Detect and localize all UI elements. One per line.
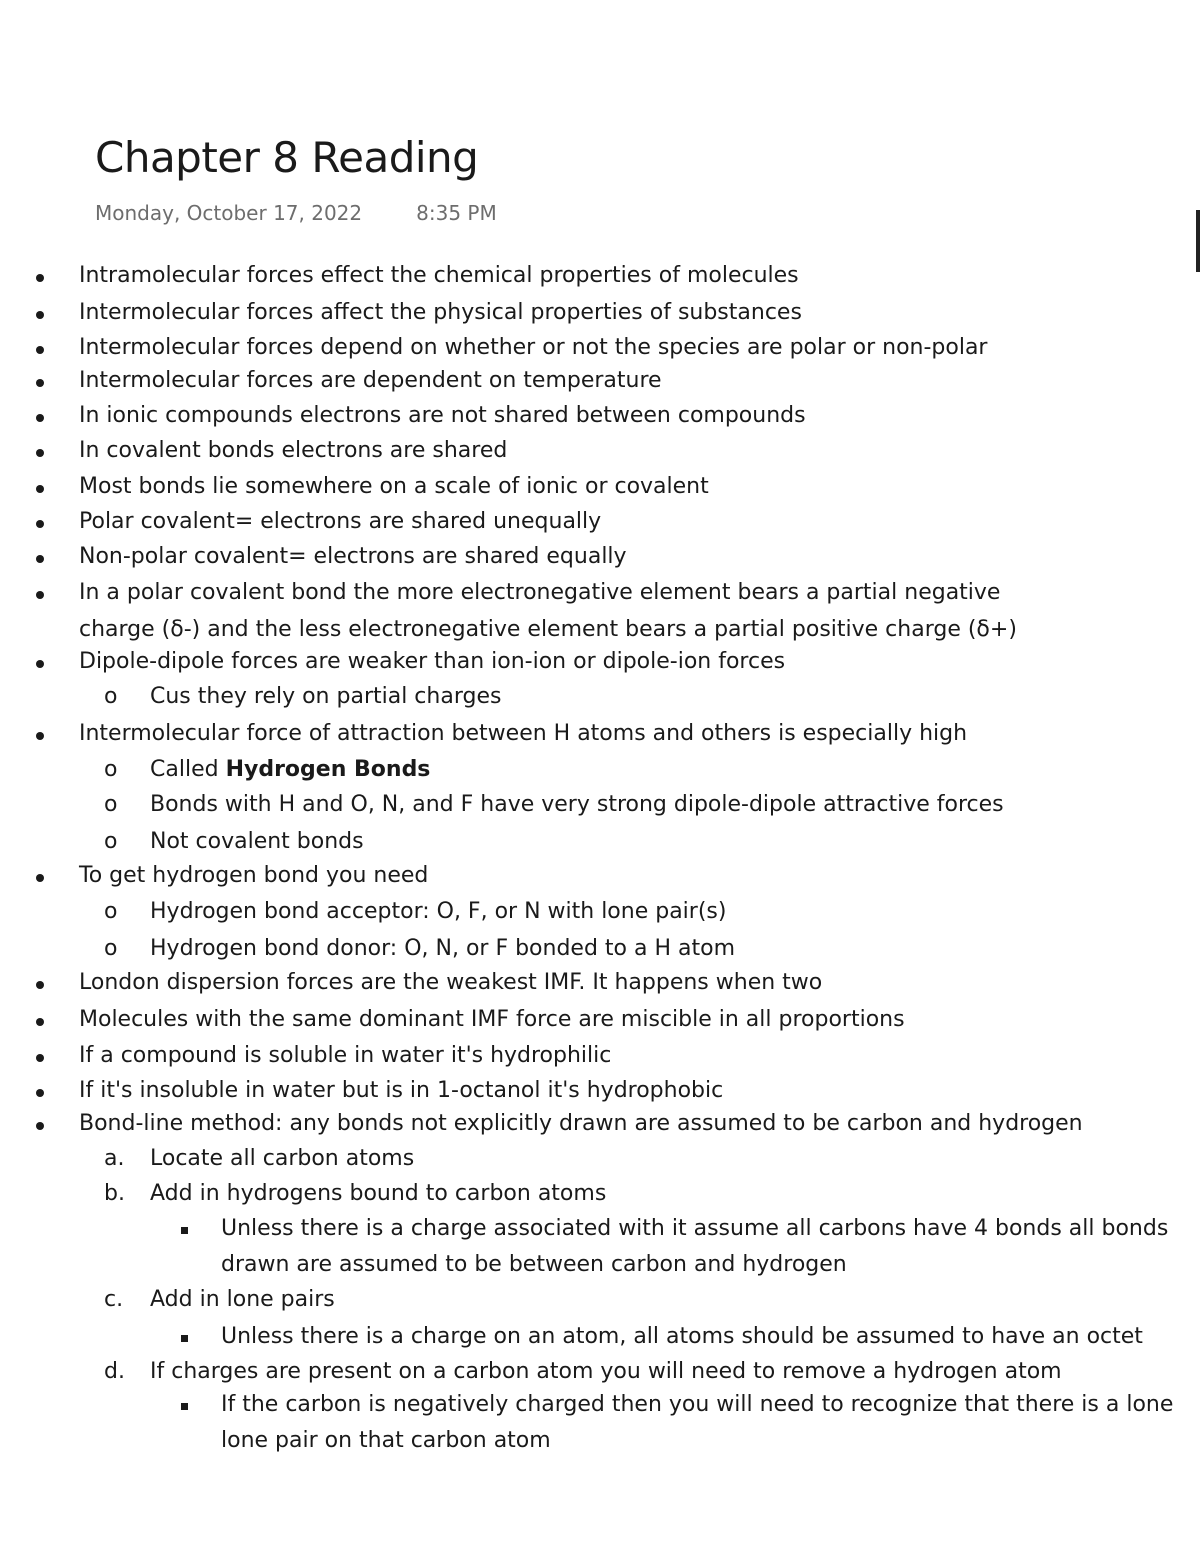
list-marker: a. (104, 1146, 125, 1171)
note-line (79, 299, 802, 327)
bullet-dot-icon (36, 379, 44, 387)
note-line (150, 898, 726, 926)
note-text: Bonds with H and O, N, and F have very strong dipole-dipole attractive forces (150, 792, 1004, 817)
note-text: Non-polar covalent= electrons are shared equally (79, 544, 627, 569)
note-line (150, 1286, 335, 1314)
note-line (150, 1145, 414, 1173)
note-text: If it's insoluble in water but is in 1-octanol it's hydrophobic (79, 1078, 724, 1103)
note-line (79, 262, 799, 290)
note-text: Unless there is a charge on an atom, all atoms should be assumed to have an octet (221, 1324, 1143, 1349)
note-line (79, 616, 1017, 644)
bullet-dot-icon (36, 311, 44, 319)
note-line (79, 862, 428, 890)
note-text: lone pair on that carbon atom (221, 1428, 551, 1453)
note-text: Intermolecular forces depend on whether or not the species are polar or non-polar (79, 335, 988, 360)
note-line (150, 1180, 606, 1208)
bullet-square-icon (181, 1227, 188, 1234)
bullet-dot-icon (36, 1054, 44, 1062)
bullet-dot-icon (36, 1122, 44, 1130)
note-text: Called (150, 757, 226, 782)
list-marker: o (104, 757, 118, 782)
note-line (79, 334, 987, 362)
note-line (79, 1110, 1083, 1138)
note-text: Molecules with the same dominant IMF force are miscible in all proportions (79, 1007, 905, 1032)
note-text: In ionic compounds electrons are not shared between compounds (79, 403, 806, 428)
page-title: Chapter 8 Reading (95, 133, 479, 182)
note-text: Intermolecular forces affect the physical properties of substances (79, 300, 802, 325)
bullet-dot-icon (36, 660, 44, 668)
note-text: Hydrogen bond acceptor: O, F, or N with lone pair(s) (150, 899, 727, 924)
note-text: Add in hydrogens bound to carbon atoms (150, 1181, 607, 1206)
note-text: Unless there is a charge associated with it assume all carbons have 4 bonds all bonds (221, 1216, 1169, 1241)
note-line (221, 1391, 1173, 1419)
bullet-dot-icon (36, 981, 44, 989)
list-marker: o (104, 829, 118, 854)
note-text: Intramolecular forces effect the chemical properties of molecules (79, 263, 799, 288)
bullet-dot-icon (36, 874, 44, 882)
note-text: Locate all carbon atoms (150, 1146, 415, 1171)
note-text: Not covalent bonds (150, 829, 364, 854)
note-line (79, 969, 822, 997)
bullet-dot-icon (36, 346, 44, 354)
note-line (79, 1077, 723, 1105)
note-text: If a compound is soluble in water it's hydrophilic (79, 1043, 612, 1068)
note-text: In a polar covalent bond the more electronegative element bears a partial negative (79, 580, 1001, 605)
note-line (79, 1006, 905, 1034)
note-line (150, 1358, 1062, 1386)
note-text: Cus they rely on partial charges (150, 684, 502, 709)
bullet-dot-icon (36, 1018, 44, 1026)
bullet-dot-icon (36, 591, 44, 599)
bullet-dot-icon (36, 1089, 44, 1097)
note-text: Dipole-dipole forces are weaker than ion-ion or dipole-ion forces (79, 649, 786, 674)
bullet-dot-icon (36, 555, 44, 563)
note-text: charge (δ-) and the less electronegative element bears a partial positive charge (δ+) (79, 617, 1017, 642)
note-text: Hydrogen bond donor: O, N, or F bonded to a H atom (150, 936, 736, 961)
bullet-dot-icon (36, 485, 44, 493)
note-text: If charges are present on a carbon atom you will need to remove a hydrogen atom (150, 1359, 1062, 1384)
note-line (150, 756, 430, 784)
note-line (79, 508, 601, 536)
page-time: 8:35 PM (416, 201, 497, 225)
bullet-square-icon (181, 1335, 188, 1342)
bullet-dot-icon (36, 449, 44, 457)
note-line (79, 473, 709, 501)
note-line (221, 1427, 551, 1455)
note-text: Intermolecular forces are dependent on temperature (79, 368, 662, 393)
note-line (221, 1251, 847, 1279)
note-text: Bond-line method: any bonds not explicitly drawn are assumed to be carbon and hydrogen (79, 1111, 1083, 1136)
list-marker: c. (104, 1287, 124, 1312)
note-text: Most bonds lie somewhere on a scale of ionic or covalent (79, 474, 709, 499)
note-line (150, 791, 1004, 819)
list-marker: o (104, 899, 118, 924)
list-marker: b. (104, 1181, 125, 1206)
note-text: Intermolecular force of attraction between H atoms and others is especially high (79, 721, 968, 746)
note-line (221, 1215, 1168, 1243)
list-marker: o (104, 936, 118, 961)
note-line (150, 683, 501, 711)
bullet-dot-icon (36, 732, 44, 740)
note-line (79, 579, 1000, 607)
note-line (150, 935, 735, 963)
note-text: London dispersion forces are the weakest IMF. It happens when two (79, 970, 823, 995)
note-text: drawn are assumed to be between carbon and hydrogen (221, 1252, 847, 1277)
bullet-square-icon (181, 1403, 188, 1410)
list-marker: o (104, 792, 118, 817)
bullet-dot-icon (36, 274, 44, 282)
page-date: Monday, October 17, 2022 (95, 201, 363, 225)
bullet-dot-icon (36, 414, 44, 422)
note-text: Polar covalent= electrons are shared unequally (79, 509, 602, 534)
note-text: Add in lone pairs (150, 1287, 335, 1312)
note-line (79, 367, 662, 395)
list-marker: d. (104, 1359, 125, 1384)
list-marker: o (104, 684, 118, 709)
note-text: In covalent bonds electrons are shared (79, 438, 508, 463)
note-line (79, 437, 507, 465)
note-text: If the carbon is negatively charged then you will need to recognize that there is a lone (221, 1392, 1174, 1417)
note-bold-text: Hydrogen Bonds (225, 757, 431, 782)
note-text: To get hydrogen bond you need (79, 863, 429, 888)
note-line (79, 402, 806, 430)
note-line (79, 543, 627, 571)
note-line (150, 828, 364, 856)
note-line (79, 1042, 611, 1070)
bullet-dot-icon (36, 520, 44, 528)
note-line (79, 648, 785, 676)
note-line (79, 720, 967, 748)
note-line (221, 1323, 1143, 1351)
